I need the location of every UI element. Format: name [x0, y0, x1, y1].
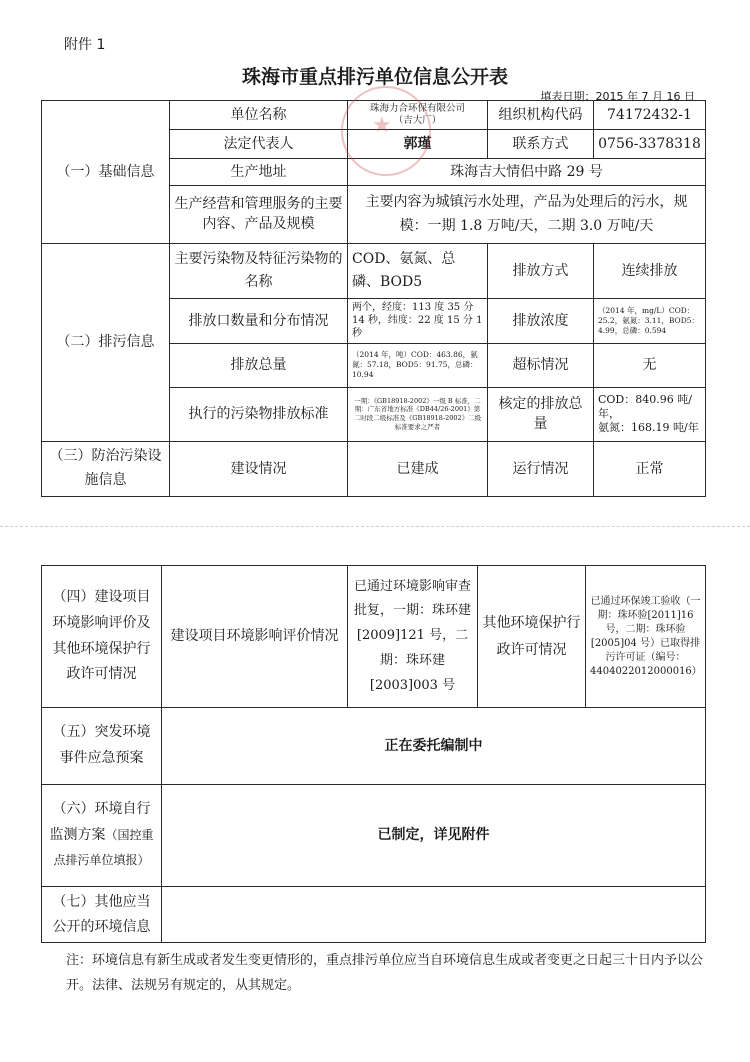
eia-label: 建设项目环境影响评价情况: [162, 566, 348, 708]
discharge-method-label: 排放方式: [488, 243, 594, 298]
approved-cod: COD：840.96 吨/年，: [598, 392, 692, 421]
section-eia: （四）建设项目环境影响评价及其他环境保护行政许可情况: [42, 566, 162, 708]
attachment-label: 附件 1: [64, 37, 106, 53]
outlet-label: 排放口数量和分布情况: [170, 298, 348, 343]
emergency-value: 正在委托编制中: [162, 708, 706, 785]
company-branch: （吉大厂）: [393, 114, 442, 126]
standard-label: 执行的污染物排放标准: [170, 387, 348, 441]
fill-date: 填表日期：2015 年 7 月 16 日: [540, 90, 695, 103]
other-info-value: [162, 887, 706, 943]
page-break: [0, 526, 750, 528]
org-code-label: 组织机构代码: [488, 101, 594, 130]
approved-ammonia: 氨氮：168.19 吨/年: [598, 421, 699, 435]
exceed-label: 超标情况: [488, 343, 594, 387]
legal-rep-label: 法定代表人: [170, 129, 348, 158]
section-discharge-info: （二）排污信息: [42, 243, 170, 441]
contact-value: 0756-3378318: [594, 129, 706, 158]
other-permit-value: 已通过环保竣工验收（一期：珠环验[2011]16 号，二期：珠环验[2005]04 号）已取得排污许可证（编号：4404022012000016）: [586, 566, 706, 708]
operation-label: 运行情况: [488, 441, 594, 496]
section-basic-info: （一）基础信息: [42, 101, 170, 244]
discharge-method-value: 连续排放: [594, 243, 706, 298]
construction-label: 建设情况: [170, 441, 348, 496]
pollutants-label: 主要污染物及特征污染物的名称: [170, 243, 348, 298]
page-title: 珠海市重点排污单位信息公开表: [241, 66, 508, 88]
exceed-value: 无: [594, 343, 706, 387]
org-code-value: 74172432-1: [594, 101, 706, 130]
contact-label: 联系方式: [488, 129, 594, 158]
outlet-value: 两个，经度：113 度 35 分 14 秒，纬度：22 度 15 分 1 秒: [348, 298, 488, 343]
address-label: 生产地址: [170, 158, 348, 185]
section-prevention-facilities: （三）防治污染设施信息: [42, 441, 170, 496]
business-value: 主要内容为城镇污水处理，产品为处理后的污水，规模：一期 1.8 万吨/天，二期 3.0 万吨/天: [348, 185, 706, 243]
company-name: 珠海力合环保有限公司: [369, 103, 465, 114]
total-label: 排放总量: [170, 343, 348, 387]
monitoring-value: 已制定，详见附件: [162, 785, 706, 887]
seal-star-icon: ★: [372, 113, 392, 138]
concentration-value: （2014 年，mg/L）COD：25.2，氨氮：3.11，BOD5：4.99，总磷：0.594: [594, 298, 706, 343]
total-value: （2014 年，吨）COD：463.86，氨氮：57.18，BOD5：91.75，总磷：10.94: [348, 343, 488, 387]
unit-name-label: 单位名称: [170, 101, 348, 130]
operation-value: 正常: [594, 441, 706, 496]
concentration-label: 排放浓度: [488, 298, 594, 343]
pollutants-value: COD、氨氮、总磷、BOD5: [348, 243, 488, 298]
approved-total-value: [594, 387, 706, 441]
business-label: 生产经营和管理服务的主要内容、产品及规模: [170, 185, 348, 243]
legal-rep-value: 郭瑾: [348, 129, 488, 158]
construction-value: 已建成: [348, 441, 488, 496]
standard-value: 一期：《GB18918-2002》一级 B 标准，二期：广东省地方标准《DB44/26-2001》第二时段二级标准及《GB18918-2002》二级标准要求之严者: [348, 387, 488, 441]
section-other-info: （七）其他应当公开的环境信息: [42, 887, 162, 943]
eia-value: 已通过环境影响审查批复，一期：珠环建[2009]121 号，二期：珠环建[2003]003 号: [348, 566, 478, 708]
section-self-monitoring: [42, 785, 162, 887]
other-permit-label: 其他环境保护行政许可情况: [478, 566, 586, 708]
info-table-part2: [41, 565, 706, 943]
self-monitoring-note: （国控重点排污单位填报）: [53, 827, 154, 868]
approved-total-label: 核定的排放总量: [488, 387, 594, 441]
address-value: 珠海吉大情侣中路 29 号: [348, 158, 706, 185]
section-emergency-plan: （五）突发环境事件应急预案: [42, 708, 162, 785]
self-monitoring-title: （六）环境自行监测方案: [49, 800, 151, 843]
footnote: 注：环境信息有新生成或者发生变更情形的，重点排污单位应当自环境信息生成或者变更之日起三十日内予以公开。法律、法规另有规定的，从其规定。: [66, 953, 704, 994]
